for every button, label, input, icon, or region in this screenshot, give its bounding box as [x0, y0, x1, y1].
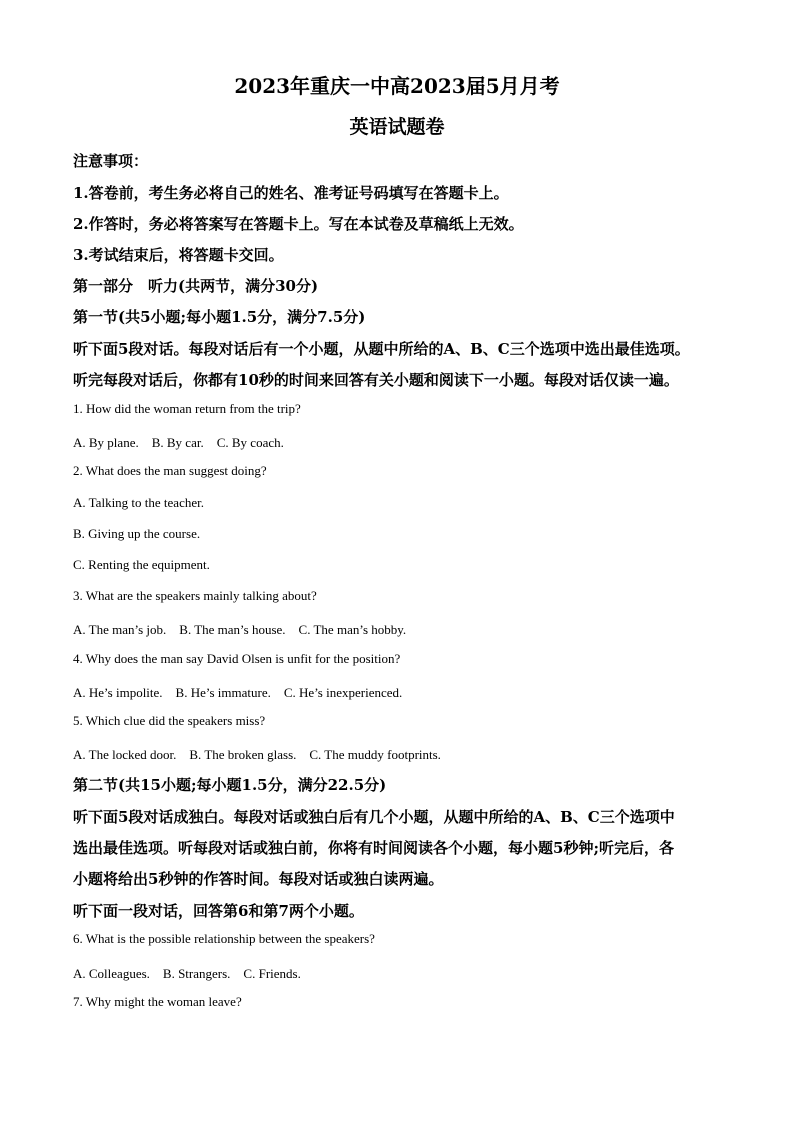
question-1: 1. How did the woman return from the trip?	[73, 401, 301, 416]
question-2-option-a: A. Talking to the teacher.	[73, 495, 204, 510]
question-6: 6. What is the possible relationship between the speakers?	[73, 931, 375, 946]
question-6-options: A. Colleagues. B. Strangers. C. Friends.	[73, 966, 301, 981]
part1-heading: 第一部分 听力(共两节，满分30分)	[73, 277, 319, 295]
section2-instruction: 听下面5段对话成独白。每段对话或独白后有几个小题，从题中所给的A、B、C三个选项中	[73, 808, 675, 826]
notes-heading: 注意事项：	[73, 152, 149, 170]
exam-subtitle: 英语试题卷	[349, 116, 445, 138]
group-heading: 听下面一段对话，回答第6和第7两个小题。	[73, 902, 364, 920]
section1-instruction: 听下面5段对话。每段对话后有一个小题，从题中所给的A、B、C三个选项中选出最佳选项。	[73, 340, 690, 358]
question-4-options: A. He’s impolite. B. He’s immature. C. He’s inexperienced.	[73, 685, 403, 700]
exam-title: 2023年重庆一中高2023届5月月考	[234, 74, 560, 98]
question-7: 7. Why might the woman leave?	[73, 994, 242, 1009]
note-item: 2.作答时，务必将答案写在答题卡上。写在本试卷及草稿纸上无效。	[73, 215, 524, 233]
question-5-options: A. The locked door. B. The broken glass. C. The muddy footprints.	[73, 747, 441, 762]
section2-instruction: 选出最佳选项。听每段对话或独白前，你将有时间阅读各个小题，每小题5秒钟;听完后，各	[73, 839, 674, 857]
question-1-options: A. By plane. B. By car. C. By coach.	[73, 435, 284, 450]
section2-heading: 第二节(共15小题;每小题1.5分，满分22.5分)	[73, 776, 387, 794]
question-3-options: A. The man’s job. B. The man’s house. C. The man’s hobby.	[73, 622, 407, 637]
question-2-option-c: C. Renting the equipment.	[73, 557, 210, 572]
section1-heading: 第一节(共5小题;每小题1.5分，满分7.5分)	[73, 308, 366, 326]
question-2: 2. What does the man suggest doing?	[73, 463, 267, 478]
question-4: 4. Why does the man say David Olsen is unfit for the position?	[73, 651, 401, 666]
question-5: 5. Which clue did the speakers miss?	[73, 713, 266, 728]
question-2-option-b: B. Giving up the course.	[73, 526, 201, 541]
section2-instruction: 小题将给出5秒钟的作答时间。每段对话或独白读两遍。	[73, 870, 444, 888]
question-3: 3. What are the speakers mainly talking about?	[73, 588, 317, 603]
section1-instruction: 听完每段对话后，你都有10秒的时间来回答有关小题和阅读下一小题。每段对话仅读一遍。	[73, 371, 679, 389]
note-item: 1.答卷前，考生务必将自己的姓名、准考证号码填写在答题卡上。	[73, 184, 509, 202]
note-item: 3.考试结束后，将答题卡交回。	[73, 246, 284, 264]
